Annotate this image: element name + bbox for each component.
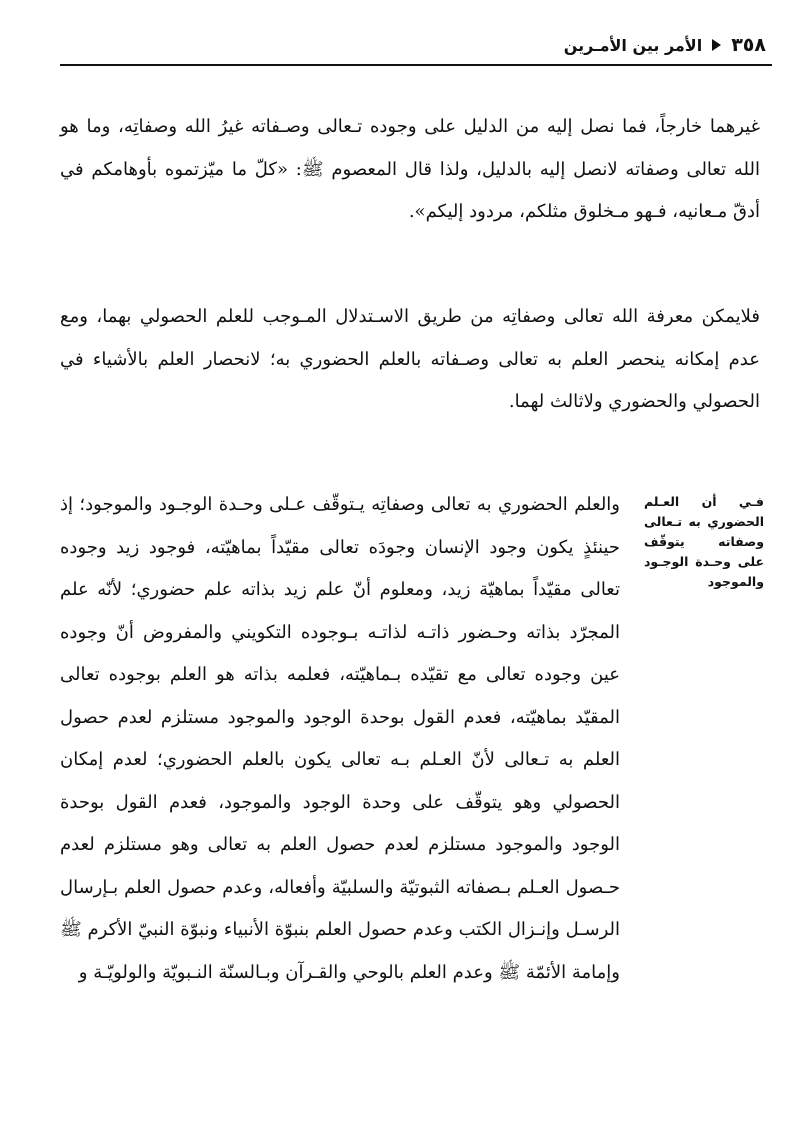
running-header [60,32,772,66]
margin-note: فـي أن العـلم الحضوري به تـعالى وصفاته يتوقّف على وحـدة الوجـود والموجود [644,494,764,589]
running-title: الأمر بين الأمـرين [563,35,703,55]
header-divider [60,64,772,66]
header-content [564,34,766,56]
paragraph-1: غيرهما خارجاً، فما نصل إليه من الدليل على وجوده تـعالى وصـفاته غيرُ الله وصفاتِه، وما هو الله تعالى وصفاته لانصل إليه بالدليل، ولذا قال المعصوم ﷺ: «كلّ ما ميّزتموه بأوهامكم في أدقّ مـعانيه، فـهو مـخلوق مثلكم، مردود إليكم». [60,116,760,222]
paragraph-3: والعلم الحضوري به تعالى وصفاتِه يـتوقّف عـلى وحـدة الوجـود والموجود؛ إذ حينئذٍ يكون وجود الإنسان وجودَه تعالى مقيّداً بماهيّته، فوجود زيد وجوده تعالى مقيّداً بماهيّة زيد، ومعلوم أنّ علم زيد بذاته علم حضوري؛ لأنّه علم المجرّد بذاته وحـضور ذاتـه لذاتـه بـوجوده التكويني والمفروض أنّ وجوده عين وجوده تعالى مع تقيّده بـماهيّته، فعلمه بذاته هو العلم بوجوده تعالى المقيّد بماهيّته، فعدم القول بوحدة الوجود والموجود مستلزم لعدم حصول العلم به تـعالى لأنّ العـلم بـه تعالى يكون بالعلم الحضوري؛ لعدم إمكان الحصولي وهو يتوقّف على وحدة الوجود والموجود، فعدم القول بوحدة الوجود والموجود مستلزم لعدم حصول العلم به تعالى وهو مستلزم لعدم حـصول العـلم بـصفاته الثبوتيّة والسلبيّة وأفعاله، وعدم حصول العلم بـإرسال الرسـل وإنـزال الكتب وعدم حصول العلم بنبوّة الأنبياء ونبوّة النبيّ الأكرم ﷺ وإمامة الأئمّة ﷺ وعدم العلم بالوحي والقـرآن وبـالسنّة النـبويّة والولويّـة و [60,494,620,983]
paragraph-2: فلايمكن معرفة الله تعالى وصفاتِه من طريق الاسـتدلال المـوجب للعلم الحصولي بهما، ومع عدم إمكانه ينحصر العلم به تعالى وصـفاته بالعلم الحضوري به؛ لانحصار العلم بالأشياء في الحصولي والحضوري ولاثالث لهما. [60,306,760,412]
header-arrow-icon [712,39,721,51]
page-number: ٣٥٨ [731,34,766,56]
